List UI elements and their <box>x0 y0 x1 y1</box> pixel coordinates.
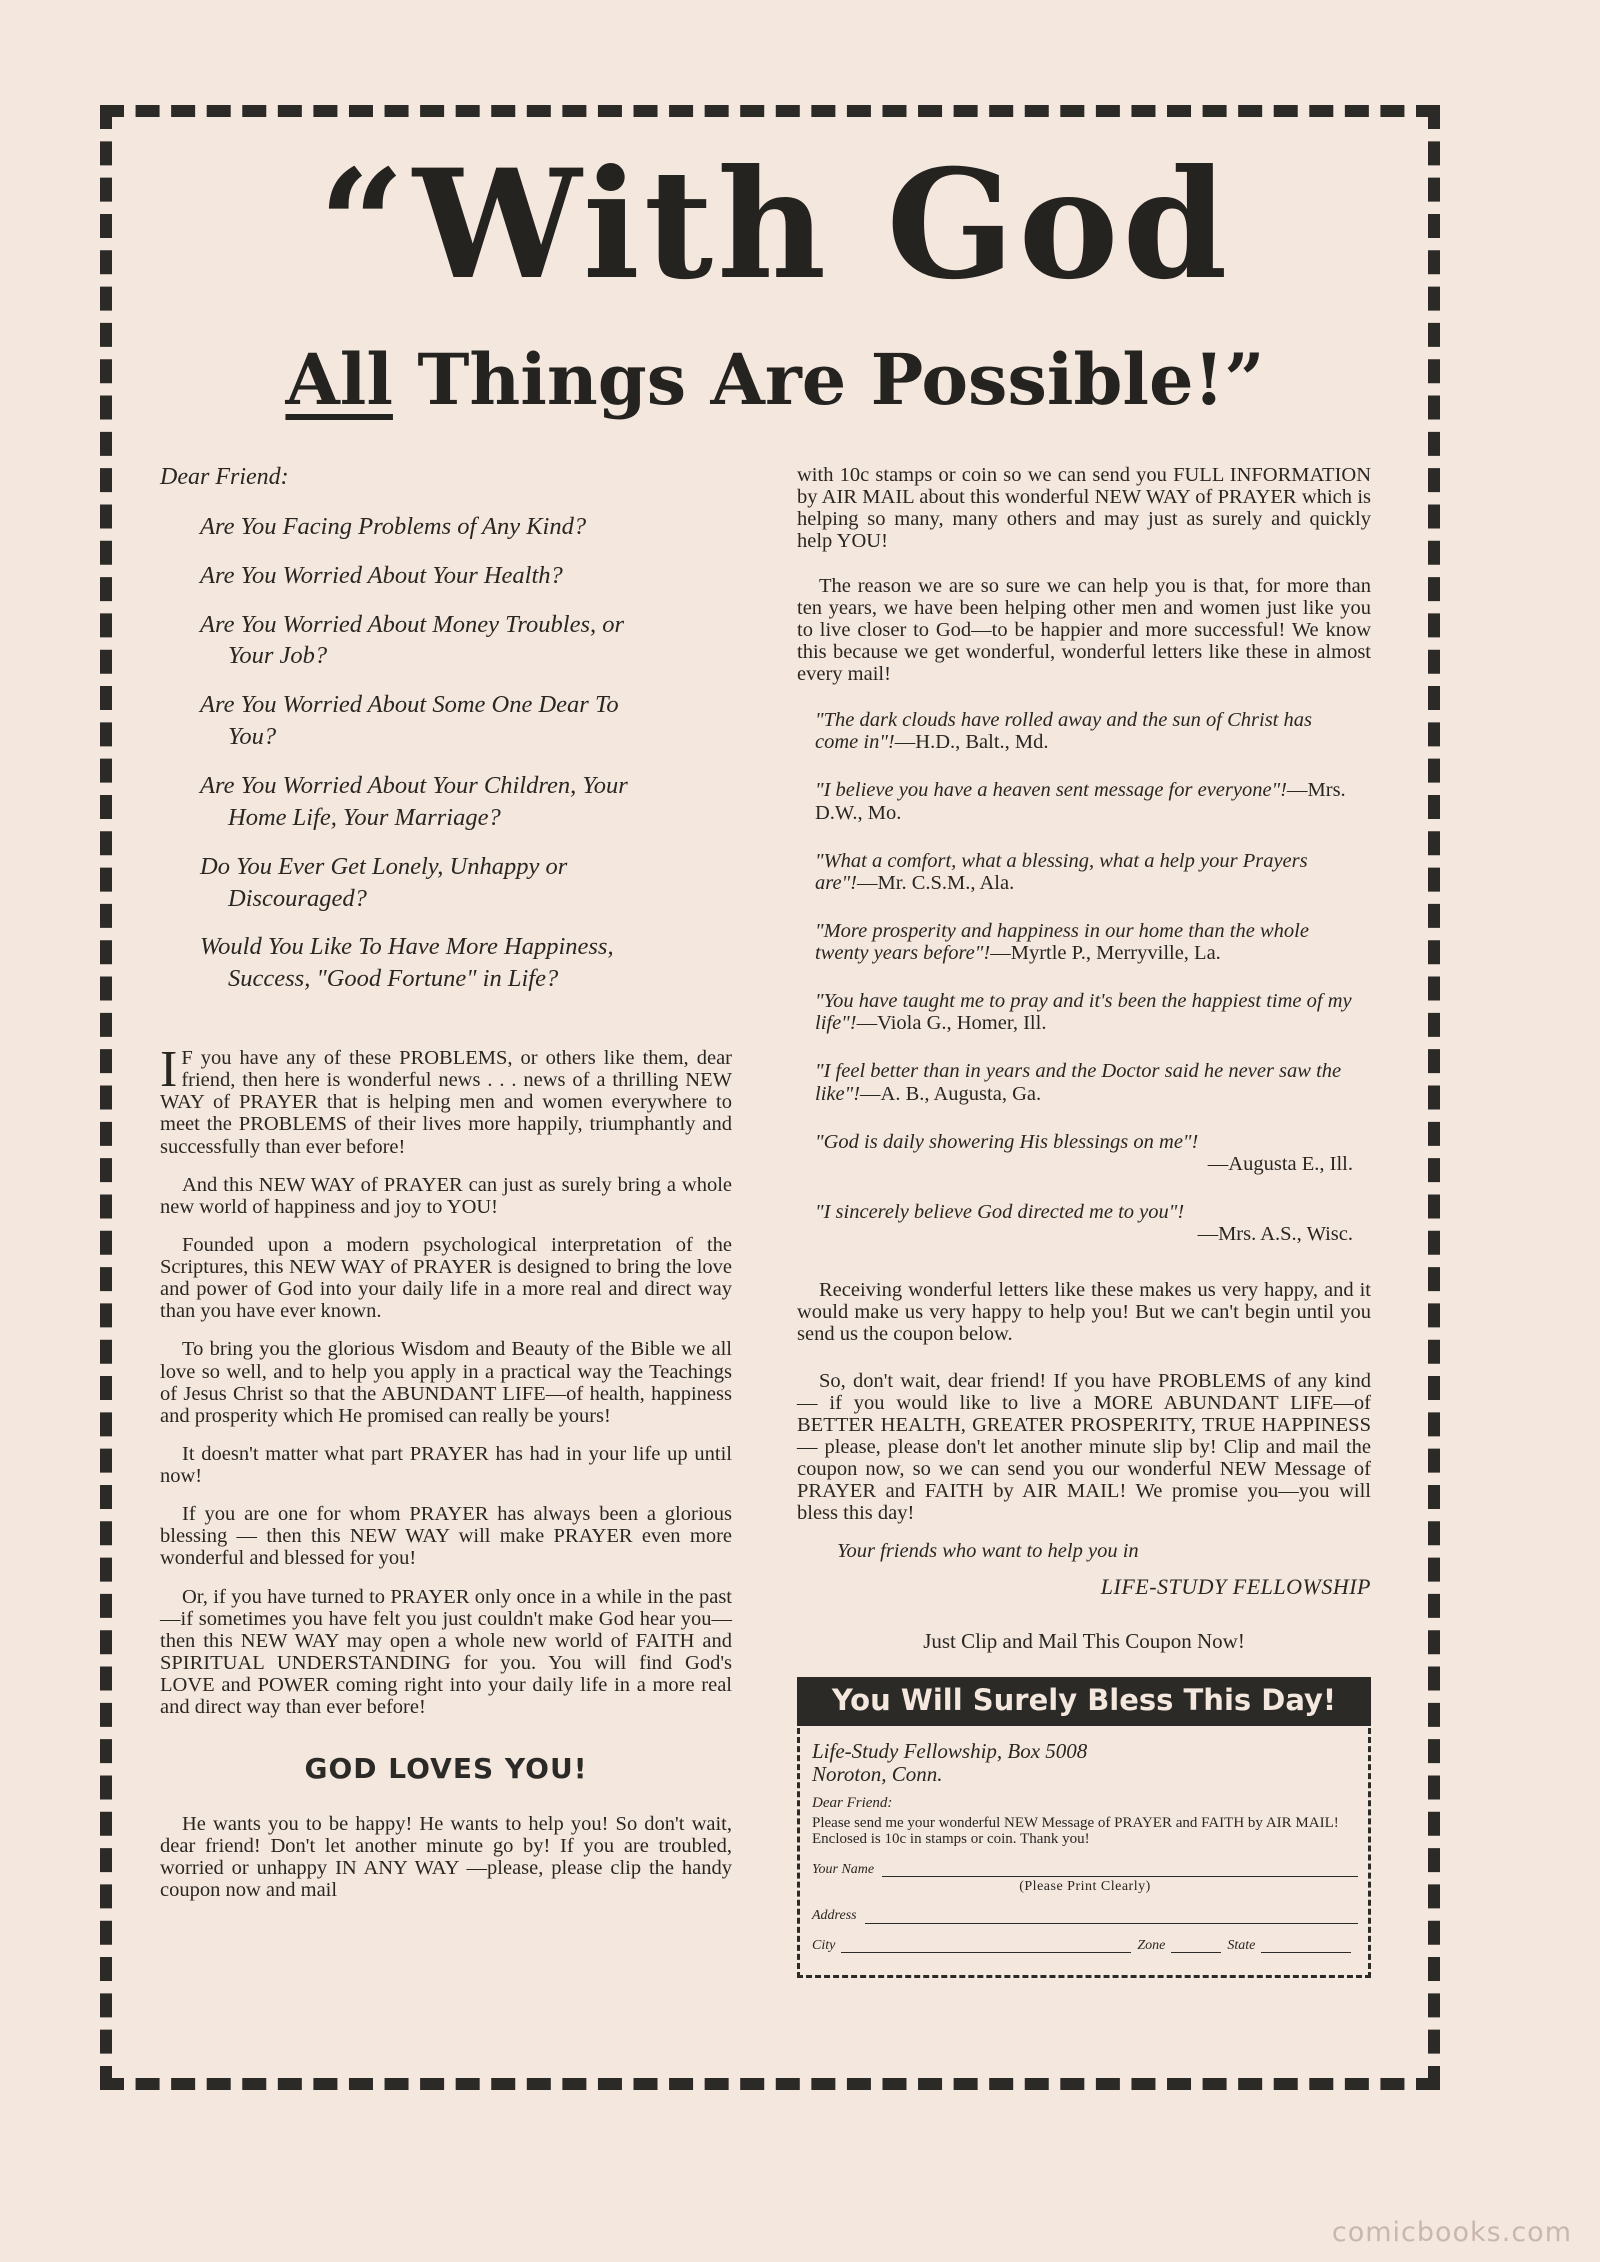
salutation: Dear Friend: <box>160 464 289 490</box>
coupon-request: Please send me your wonderful NEW Message of PRAYER and FAITH by AIR MAIL! Enclosed is 10c in stamps or coin. Thank you! <box>812 1815 1339 1847</box>
coupon-print-hint: (Please Print Clearly) <box>1019 1879 1151 1895</box>
bless-banner: You Will Surely Bless This Day! <box>797 1677 1371 1726</box>
body-paragraph: Founded upon a modern psychological interpretation of the Scriptures, this NEW WAY of PRAYER is designed to bring the love and power of God into your daily life in a more real and direct way than you have ever known. <box>160 1233 732 1323</box>
body-paragraph: Or, if you have turned to PRAYER only once in a while in the past—if sometimes you have felt you just couldn't make God hear you—then this NEW WAY may open a whole new world of FAITH and SPIRITUAL UNDERSTANDING for you. You will find God's LOVE and POWER coming right into your daily life in a more real and direct way than ever before! <box>160 1585 732 1719</box>
drop-cap: I <box>160 1041 178 1099</box>
testimonial: "More prosperity and happiness in our home than the whole twenty years before"!—Myrtle P., Merryville, La. <box>815 919 1309 964</box>
coupon-dear: Dear Friend: <box>812 1795 893 1812</box>
site-watermark: comicbooks.com <box>1331 2217 1572 2248</box>
god-loves-heading: GOD LOVES YOU! <box>304 1752 588 1786</box>
headline-line-1: “With God <box>318 137 1232 313</box>
headline-line-2 <box>150 338 1400 421</box>
body-paragraph: The reason we are so sure we can help you is that, for more than ten years, we have been helping other men and women just like you to live closer to God—to be happier and more successful! We know this because we get wonderful, wonderful letters like these in almost every mail! <box>797 574 1371 685</box>
coupon-address: Life-Study Fellowship, Box 5008 Noroton, Conn. <box>812 1739 1088 1787</box>
question-item: Would You Like To Have More Happiness, Success, "Good Fortune" in Life? <box>200 933 614 993</box>
body-paragraph: with 10c stamps or coin so we can send you FULL INFORMATION by AIR MAIL about this wonderful NEW WAY of PRAYER which is helping so many, many others and may just as surely and quickly help YOU! <box>797 464 1371 553</box>
body-paragraph: He wants you to be happy! He wants to help you! So don't wait, dear friend! Don't let another minute go by! If you are troubled, worried or unhappy IN ANY WAY —please, please clip the handy coupon now and mail <box>160 1812 732 1901</box>
question-item: Are You Worried About Money Troubles, or Your Job? <box>200 610 625 670</box>
body-paragraph: So, don't wait, dear friend! If you have PROBLEMS of any kind — if you would like to live a MORE ABUNDANT LIFE—of BETTER HEALTH, GREATER PROSPERITY, TRUE HAPPINESS — please, please don't let another minute slip by! Clip and mail the coupon now, so we can send you our wonderful NEW Message of PRAYER and FAITH by AIR MAIL! We promise you—you will bless this day! <box>797 1369 1371 1525</box>
testimonial: "God is daily showering His blessings on me"! —Augusta E., Ill. <box>815 1130 1353 1175</box>
question-item: Are You Worried About Some One Dear To You? <box>200 691 619 751</box>
coupon-name-field[interactable]: Your Name <box>812 1862 1358 1877</box>
clip-instruction: Just Clip and Mail This Coupon Now! <box>923 1629 1245 1654</box>
body-paragraph: And this NEW WAY of PRAYER can just as surely bring a whole new world of happiness and joy to YOU! <box>160 1173 732 1218</box>
body-paragraph: It doesn't matter what part PRAYER has had in your life up until now! <box>160 1442 732 1488</box>
testimonial: "I feel better than in years and the Doctor said he never saw the like"!—A. B., Augusta, Ga. <box>815 1060 1342 1105</box>
testimonial: "The dark clouds have rolled away and the sun of Christ has come in"!—H.D., Balt., Md. <box>815 709 1312 754</box>
body-paragraph: To bring you the glorious Wisdom and Beauty of the Bible we all love so well, and to help you apply in a practical way the Teachings of Jesus Christ so that the ABUNDANT LIFE—of health, happiness and prosperity which He promised can really be yours! <box>160 1338 732 1427</box>
body-paragraph: Receiving wonderful letters like these makes us very happy, and it would make us very happy to help you! But we can't begin until you send us the coupon below. <box>797 1279 1371 1346</box>
testimonial: "You have taught me to pray and it's been the happiest time of my life"!—Viola G., Homer, Ill. <box>815 990 1352 1035</box>
coupon-address-field[interactable]: Address <box>812 1908 1358 1923</box>
testimonial: "What a comfort, what a blessing, what a help your Prayers are"!—Mr. C.S.M., Ala. <box>815 849 1308 894</box>
coupon-city-row[interactable]: City Zone State <box>812 1938 1358 1953</box>
signature-fellowship: LIFE-STUDY FELLOWSHIP <box>1100 1573 1371 1599</box>
right-column <box>797 464 1371 1978</box>
testimonial: "I sincerely believe God directed me to you"! —Mrs. A.S., Wisc. <box>815 1200 1353 1245</box>
headline-rest: Things Are Possible!” <box>392 338 1265 421</box>
mail-coupon[interactable] <box>797 1728 1371 1978</box>
body-paragraph: I F you have any of these PROBLEMS, or others like them, dear friend, then here is wonderful news . . . news of a thrilling NEW WAY of PRAYER that is helping men and women everywhere to meet the PROBLEMS of their lives more happily, triumphantly and successfully than ever before! <box>160 1041 732 1158</box>
headline-underlined-word: All <box>285 338 393 421</box>
left-column <box>160 465 732 1917</box>
body-paragraph: If you are one for whom PRAYER has always been a glorious blessing — then this NEW WAY will make PRAYER even more wonderful and blessed for you! <box>160 1503 732 1570</box>
question-item: Are You Worried About Your Health? <box>200 561 563 589</box>
question-item: Do You Ever Get Lonely, Unhappy or Discouraged? <box>200 852 568 912</box>
closing-line: Your friends who want to help you in <box>837 1540 1139 1563</box>
question-item: Are You Facing Problems of Any Kind? <box>200 512 587 540</box>
testimonial: "I believe you have a heaven sent message for everyone"!—Mrs. D.W., Mo. <box>815 779 1346 824</box>
question-item: Are You Worried About Your Children, Your Home Life, Your Marriage? <box>200 771 628 831</box>
